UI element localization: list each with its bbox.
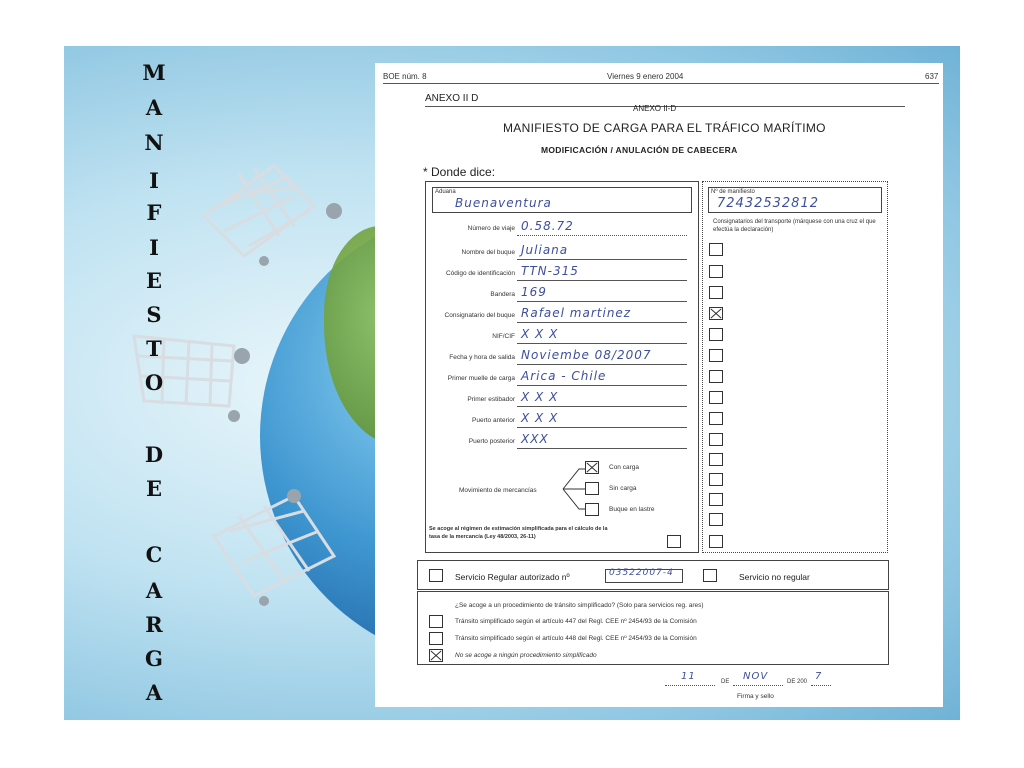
title-letter: C [145, 542, 163, 567]
header-rule [383, 83, 939, 84]
shopping-cart-icon [204, 486, 354, 606]
consignatario-checkbox[interactable] [709, 391, 723, 404]
boe-page: 637 [925, 72, 939, 81]
title-letter: T [146, 336, 162, 361]
fecha-month: NOV [743, 671, 769, 682]
title-letter: A [145, 578, 163, 603]
field-value: TTN-315 [521, 264, 579, 278]
form-title: MANIFIESTO DE CARGA PARA EL TRÁFICO MARÍTIMO [503, 121, 826, 135]
field-value: 169 [521, 285, 547, 299]
servicio-regular-label: Servicio Regular autorizado nº [455, 572, 570, 582]
field-label: NIF/CIF [492, 333, 515, 340]
servicio-no-regular-label: Servicio no regular [739, 572, 810, 582]
consignatario-checkbox[interactable] [709, 243, 723, 256]
servicio-regular-value: 03522007-4 [609, 568, 674, 578]
field-label: Puerto posterior [468, 438, 515, 445]
sin-carga-label: Sin carga [609, 485, 637, 492]
title-letter: I [149, 168, 159, 193]
field-value: XXX [521, 432, 549, 446]
field-label: Fecha y hora de salida [449, 354, 515, 361]
aduana-label: Aduana [435, 189, 456, 195]
servicio-regular-checkbox[interactable] [429, 569, 443, 582]
consignatario-checkbox-checked[interactable] [709, 307, 723, 320]
fecha-year: 7 [815, 671, 823, 682]
field-value: Rafael martinez [521, 306, 632, 320]
manifiesto-label: Nº de manifiesto [711, 189, 755, 195]
lastre-label: Buque en lastre [609, 506, 655, 513]
title-letter: A [145, 95, 163, 120]
servicio-no-regular-checkbox[interactable] [703, 569, 717, 582]
annex-center: ANEXO II-D [633, 104, 677, 113]
boe-date: Viernes 9 enero 2004 [607, 72, 684, 81]
consignatario-checkbox[interactable] [709, 433, 723, 446]
title-letter: R [145, 612, 163, 637]
manifiesto-value: 72432532812 [717, 196, 819, 211]
consignatario-checkbox[interactable] [709, 349, 723, 362]
field-label: Número de viaje [467, 225, 515, 232]
consignatarios-frame [702, 181, 888, 553]
title-letter: G [145, 646, 163, 671]
consignatario-checkbox[interactable] [709, 513, 723, 526]
field-label: Consignatario del buque [444, 312, 515, 319]
no-transito-checkbox[interactable] [429, 649, 443, 662]
consignatarios-note: Consignatarios del transporte (márquese con una cruz el que efectúa la declaración) [713, 219, 876, 233]
consignatario-checkbox[interactable] [709, 473, 723, 486]
aduana-value: Buenaventura [455, 196, 552, 210]
transito-447-checkbox[interactable] [429, 615, 443, 628]
field-label: Primer estibador [467, 396, 515, 403]
field-value: Noviembe 08/2007 [521, 348, 652, 362]
firma-label: Firma y sello [737, 693, 774, 700]
field-value: X X X [521, 390, 559, 404]
consignatario-checkbox[interactable] [709, 286, 723, 299]
sin-carga-checkbox[interactable] [585, 482, 599, 495]
field-label: Primer muelle de carga [447, 375, 515, 382]
title-letter: A [145, 680, 163, 705]
title-letter: N [144, 130, 164, 155]
fecha-de2: DE 200 [787, 679, 808, 685]
shopping-cart-icon [194, 156, 344, 266]
consignatario-checkbox[interactable] [709, 493, 723, 506]
field-label: Código de identificación [445, 270, 515, 277]
regimen-checkbox[interactable] [667, 535, 681, 548]
consignatario-checkbox[interactable] [709, 453, 723, 466]
con-carga-label: Con carga [609, 464, 639, 471]
title-letter: I [149, 235, 159, 260]
consignatario-checkbox[interactable] [709, 265, 723, 278]
lastre-checkbox[interactable] [585, 503, 599, 516]
field-value: Arica - Chile [521, 369, 607, 383]
consignatario-checkbox[interactable] [709, 328, 723, 341]
no-transito-label: No se acoge a ningún procedimiento simplificado [455, 652, 597, 659]
boe-number: BOE núm. 8 [383, 72, 427, 81]
field-value: 0.58.72 [521, 219, 574, 233]
title-letter: F [146, 200, 162, 225]
vertical-title [130, 62, 178, 712]
fecha-day: 11 [681, 671, 696, 682]
fecha-de1: DE [721, 679, 730, 685]
con-carga-checkbox[interactable] [585, 461, 599, 474]
transito-448-checkbox[interactable] [429, 632, 443, 645]
consignatario-checkbox[interactable] [709, 412, 723, 425]
field-label: Puerto anterior [472, 417, 515, 424]
field-label: Nombre del buque [461, 249, 515, 256]
movimiento-label: Movimiento de mercancías [459, 487, 537, 494]
title-letter: M [142, 60, 166, 85]
form-subtitle: MODIFICACIÓN / ANULACIÓN DE CABECERA [541, 145, 738, 155]
title-letter: E [145, 476, 162, 501]
transito-447-label: Tránsito simplificado según el artículo 447 del Regl. CEE nº 2454/93 de la Comisión [455, 618, 697, 625]
title-letter: S [146, 302, 162, 327]
field-value: X X X [521, 327, 559, 341]
title-letter: D [144, 442, 164, 467]
donde-dice: * Donde dice: [423, 165, 496, 179]
transito-448-label: Tránsito simplificado según el artículo 448 del Regl. CEE nº 2454/93 de la Comisión [455, 635, 697, 642]
field-label: Bandera [490, 291, 515, 298]
regimen-text: Se acoge al régimen de estimación simplificada para el cálculo de la tasa de la mercancía (Ley 48/2003, 26-11) [429, 526, 608, 540]
consignatario-checkbox[interactable] [709, 370, 723, 383]
title-letter: O [144, 370, 164, 395]
transito-question: ¿Se acoge a un procedimiento de tránsito simplificado? (Solo para servicios reg. ares) [455, 602, 704, 609]
annex-left: ANEXO II D [425, 93, 479, 104]
consignatario-checkbox[interactable] [709, 535, 723, 548]
field-value: Juliana [521, 243, 569, 257]
manifest-document [375, 63, 943, 707]
title-letter: E [145, 268, 162, 293]
field-value: X X X [521, 411, 559, 425]
